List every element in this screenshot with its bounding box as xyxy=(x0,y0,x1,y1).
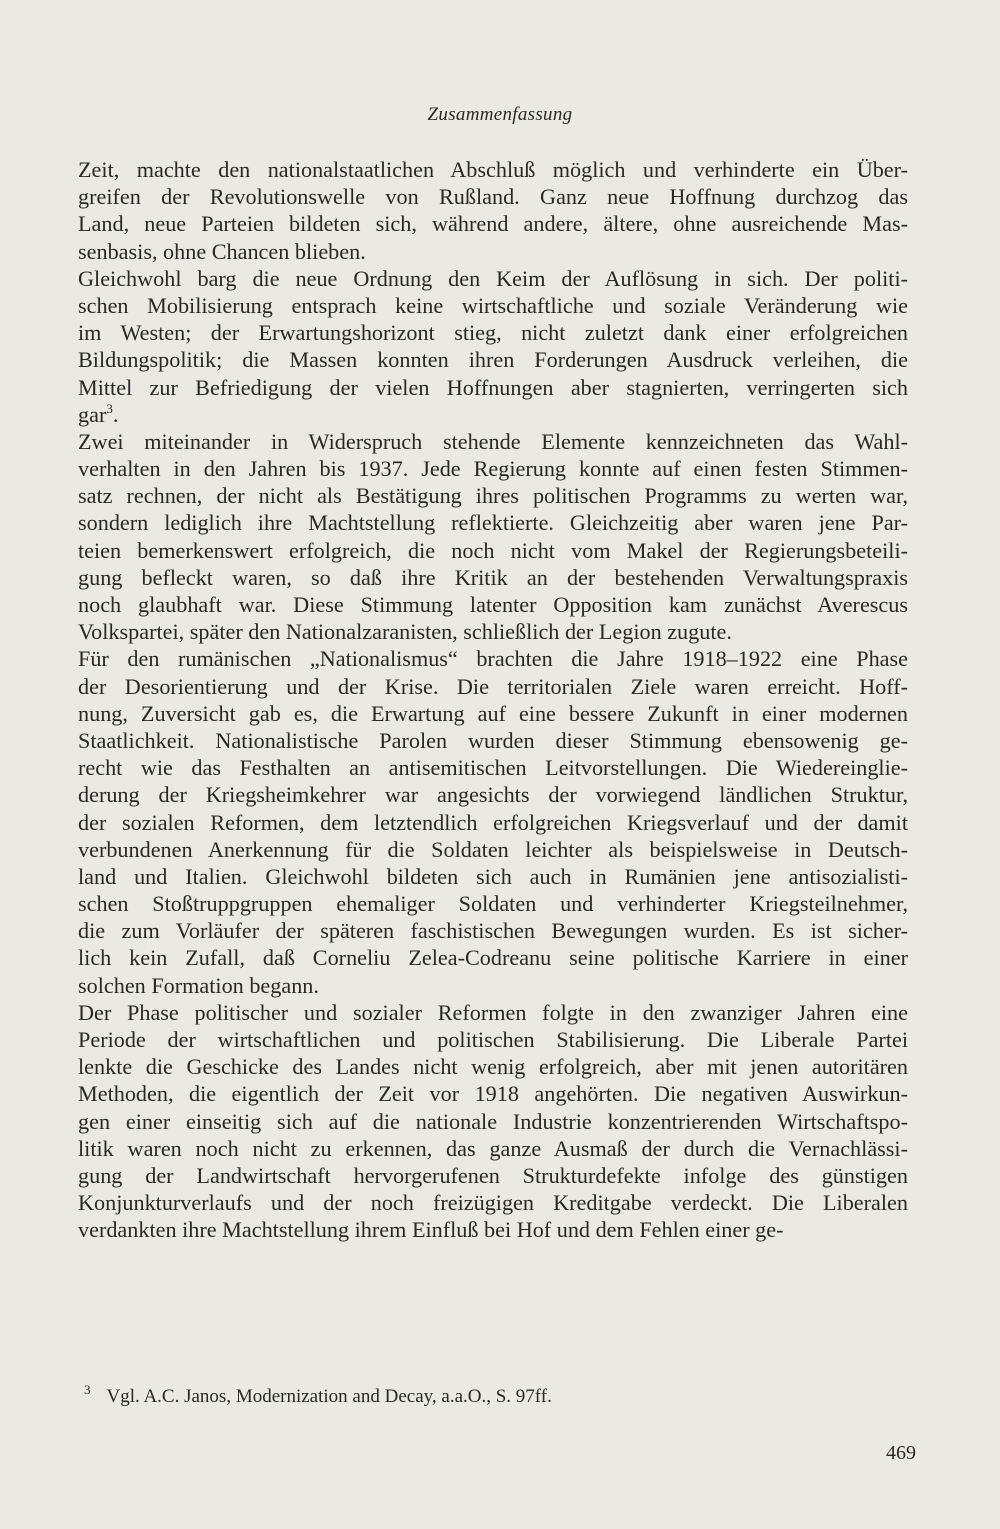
text-line-content: lenkte die Geschicke des Landes nicht wenig erfolgreich, aber mit jenen autoritären xyxy=(78,1054,908,1080)
footnote xyxy=(84,1378,904,1409)
text-line xyxy=(78,863,908,890)
text-line-content: Konjunkturverlaufs und der noch freizügigen Kreditgabe verdeckt. Die Liberalen xyxy=(78,1190,908,1216)
text-line-content: solchen Formation begann. xyxy=(78,972,319,998)
paragraph xyxy=(78,265,908,428)
text-line xyxy=(78,673,908,700)
text-line xyxy=(78,1189,908,1216)
text-line xyxy=(78,183,908,210)
text-line-content: Methoden, die eigentlich der Zeit vor 1918 angehörten. Die negativen Auswirkun- xyxy=(78,1081,908,1107)
text-line xyxy=(78,210,908,237)
text-line xyxy=(78,618,908,645)
text-line xyxy=(78,1108,908,1135)
text-line xyxy=(78,374,908,401)
text-line xyxy=(78,917,908,944)
text-line-content: der sozialen Reformen, dem letztendlich erfolgreichen Kriegsverlauf und der damit xyxy=(78,809,908,835)
text-line xyxy=(78,537,908,564)
text-line xyxy=(78,1080,908,1107)
text-line xyxy=(78,890,908,917)
text-line-content: schen Stoßtruppgruppen ehemaliger Soldaten und verhinderter Kriegsteilnehmer, xyxy=(78,891,908,917)
text-line xyxy=(78,156,908,183)
text-line xyxy=(78,482,908,509)
text-line-content: litik waren noch nicht zu erkennen, das ganze Ausmaß der durch die Vernachlässi- xyxy=(78,1135,908,1161)
text-line xyxy=(78,999,908,1026)
text-line xyxy=(78,972,908,999)
text-line-content: verbundenen Anerkennung für die Soldaten leichter als beispielsweise in Deutsch- xyxy=(78,836,908,862)
text-line-content: Zeit, machte den nationalstaatlichen Abschluß möglich und verhinderte ein Über- xyxy=(78,157,908,182)
text-line xyxy=(78,401,908,428)
text-line xyxy=(78,1162,908,1189)
text-line-content: Staatlichkeit. Nationalistische Parolen wurden dieser Stimmung ebensowenig ge- xyxy=(78,727,908,753)
text-line xyxy=(78,564,908,591)
footnote-text: Vgl. A.C. Janos, Modernization and Decay, a.a.O., S. 97ff. xyxy=(106,1386,552,1407)
text-line-content: greifen der Revolutionswelle von Rußland. Ganz neue Hoffnung durchzog das xyxy=(78,184,908,210)
text-line xyxy=(78,700,908,727)
text-line-content: derung der Kriegsheimkehrer war angesichts der vorwiegend ländlichen Struktur, xyxy=(78,782,908,808)
page-number: 469 xyxy=(886,1442,916,1464)
text-line xyxy=(78,238,908,265)
text-line xyxy=(78,754,908,781)
text-line-content: schen Mobilisierung entsprach keine wirtschaftliche und soziale Veränderung wie xyxy=(78,292,908,318)
text-line-content: Land, neue Parteien bildeten sich, während andere, ältere, ohne ausreichende Mas- xyxy=(78,211,908,237)
text-line-content: Volkspartei, später den Nationalzaranisten, schließlich der Legion zugute. xyxy=(78,619,732,645)
text-line-content: die zum Vorläufer der späteren faschistischen Bewegungen wurden. Es ist sicher- xyxy=(78,918,908,944)
text-line xyxy=(78,1026,908,1053)
text-line xyxy=(78,591,908,618)
text-line-content: Mittel zur Befriedigung der vielen Hoffnungen aber stagnierten, verringerten sich xyxy=(78,374,908,400)
text-line-content: verdankten ihre Machtstellung ihrem Einfluß bei Hof und dem Fehlen einer ge- xyxy=(78,1217,784,1243)
text-line xyxy=(78,455,908,482)
text-line xyxy=(78,809,908,836)
text-line xyxy=(78,1216,908,1243)
sentence-period: . xyxy=(112,401,119,427)
text-line-content: gung der Landwirtschaft hervorgerufenen Strukturdefekte infolge des günstigen xyxy=(78,1162,908,1188)
text-line xyxy=(78,1053,908,1080)
text-line xyxy=(78,727,908,754)
text-line-content: lich kein Zufall, daß Corneliu Zelea-Codreanu seine politische Karriere in einer xyxy=(78,945,908,971)
text-line-content: teien bemerkenswert erfolgreich, die noch nicht vom Makel der Regierungsbeteili- xyxy=(78,537,908,563)
text-line xyxy=(78,346,908,373)
text-line-content: Periode der wirtschaftlichen und politischen Stabilisierung. Die Liberale Partei xyxy=(78,1027,908,1052)
text-line xyxy=(78,319,908,346)
paragraph xyxy=(78,999,908,1244)
text-line-content: gung befleckt waren, so daß ihre Kritik an der bestehenden Verwaltungspraxis xyxy=(78,564,908,590)
text-line-content: Gleichwohl barg die neue Ordnung den Keim der Auflösung in sich. Der politi- xyxy=(78,265,908,291)
text-line xyxy=(78,836,908,863)
text-line-content: verhalten in den Jahren bis 1937. Jede Regierung konnte auf einen festen Stimmen- xyxy=(78,456,908,482)
text-line-content: gar xyxy=(78,401,107,427)
paragraph xyxy=(78,645,908,998)
text-line-content: Bildungspolitik; die Massen konnten ihren Forderungen Ausdruck verleihen, die xyxy=(78,347,908,373)
footnote-reference: 3 xyxy=(106,400,113,416)
text-line-content: der Desorientierung und der Krise. Die territorialen Ziele waren erreicht. Hoff- xyxy=(78,673,908,699)
text-line-content: senbasis, ohne Chancen blieben. xyxy=(78,238,366,264)
text-line xyxy=(78,944,908,971)
text-line-content: recht wie das Festhalten an antisemitischen Leitvorstellungen. Die Wiedereinglie- xyxy=(78,755,908,781)
text-line-content: land und Italien. Gleichwohl bildeten sich auch in Rumänien jene antisozialisti- xyxy=(78,863,908,889)
text-line-content: Für den rumänischen „Nationalismus“ brachten die Jahre 1918–1922 eine Phase xyxy=(78,646,908,672)
paragraph xyxy=(78,156,908,265)
running-head: Zusammenfassung xyxy=(427,104,573,125)
text-line-content: nung, Zuversicht gab es, die Erwartung auf eine bessere Zukunft in einer modernen xyxy=(78,700,908,726)
text-line-content: Zwei miteinander in Widerspruch stehende Elemente kennzeichneten das Wahl- xyxy=(78,428,908,454)
paragraph xyxy=(78,428,908,646)
text-line-content: gen einer einseitig sich auf die nationale Industrie konzentrierenden Wirtschaftspo- xyxy=(78,1108,908,1134)
text-line xyxy=(78,265,908,292)
text-line xyxy=(78,781,908,808)
text-line xyxy=(78,645,908,672)
text-line xyxy=(78,428,908,455)
text-line xyxy=(78,509,908,536)
footnote-number: 3 xyxy=(84,1382,91,1397)
text-line-content: sondern lediglich ihre Machtstellung reflektierte. Gleichzeitig aber waren jene Par- xyxy=(78,510,908,536)
text-line-content: noch glaubhaft war. Diese Stimmung latenter Opposition kam zunächst Averescus xyxy=(78,592,908,617)
body-text xyxy=(78,156,908,1244)
text-line-content: satz rechnen, der nicht als Bestätigung ihres politischen Programms zu werten war, xyxy=(78,483,908,509)
text-line-content: im Westen; der Erwartungshorizont stieg, nicht zuletzt dank einer erfolgreichen xyxy=(78,320,908,346)
text-line-content: Der Phase politischer und sozialer Reformen folgte in den zwanziger Jahren eine xyxy=(78,999,908,1025)
text-line xyxy=(78,292,908,319)
text-line xyxy=(78,1135,908,1162)
